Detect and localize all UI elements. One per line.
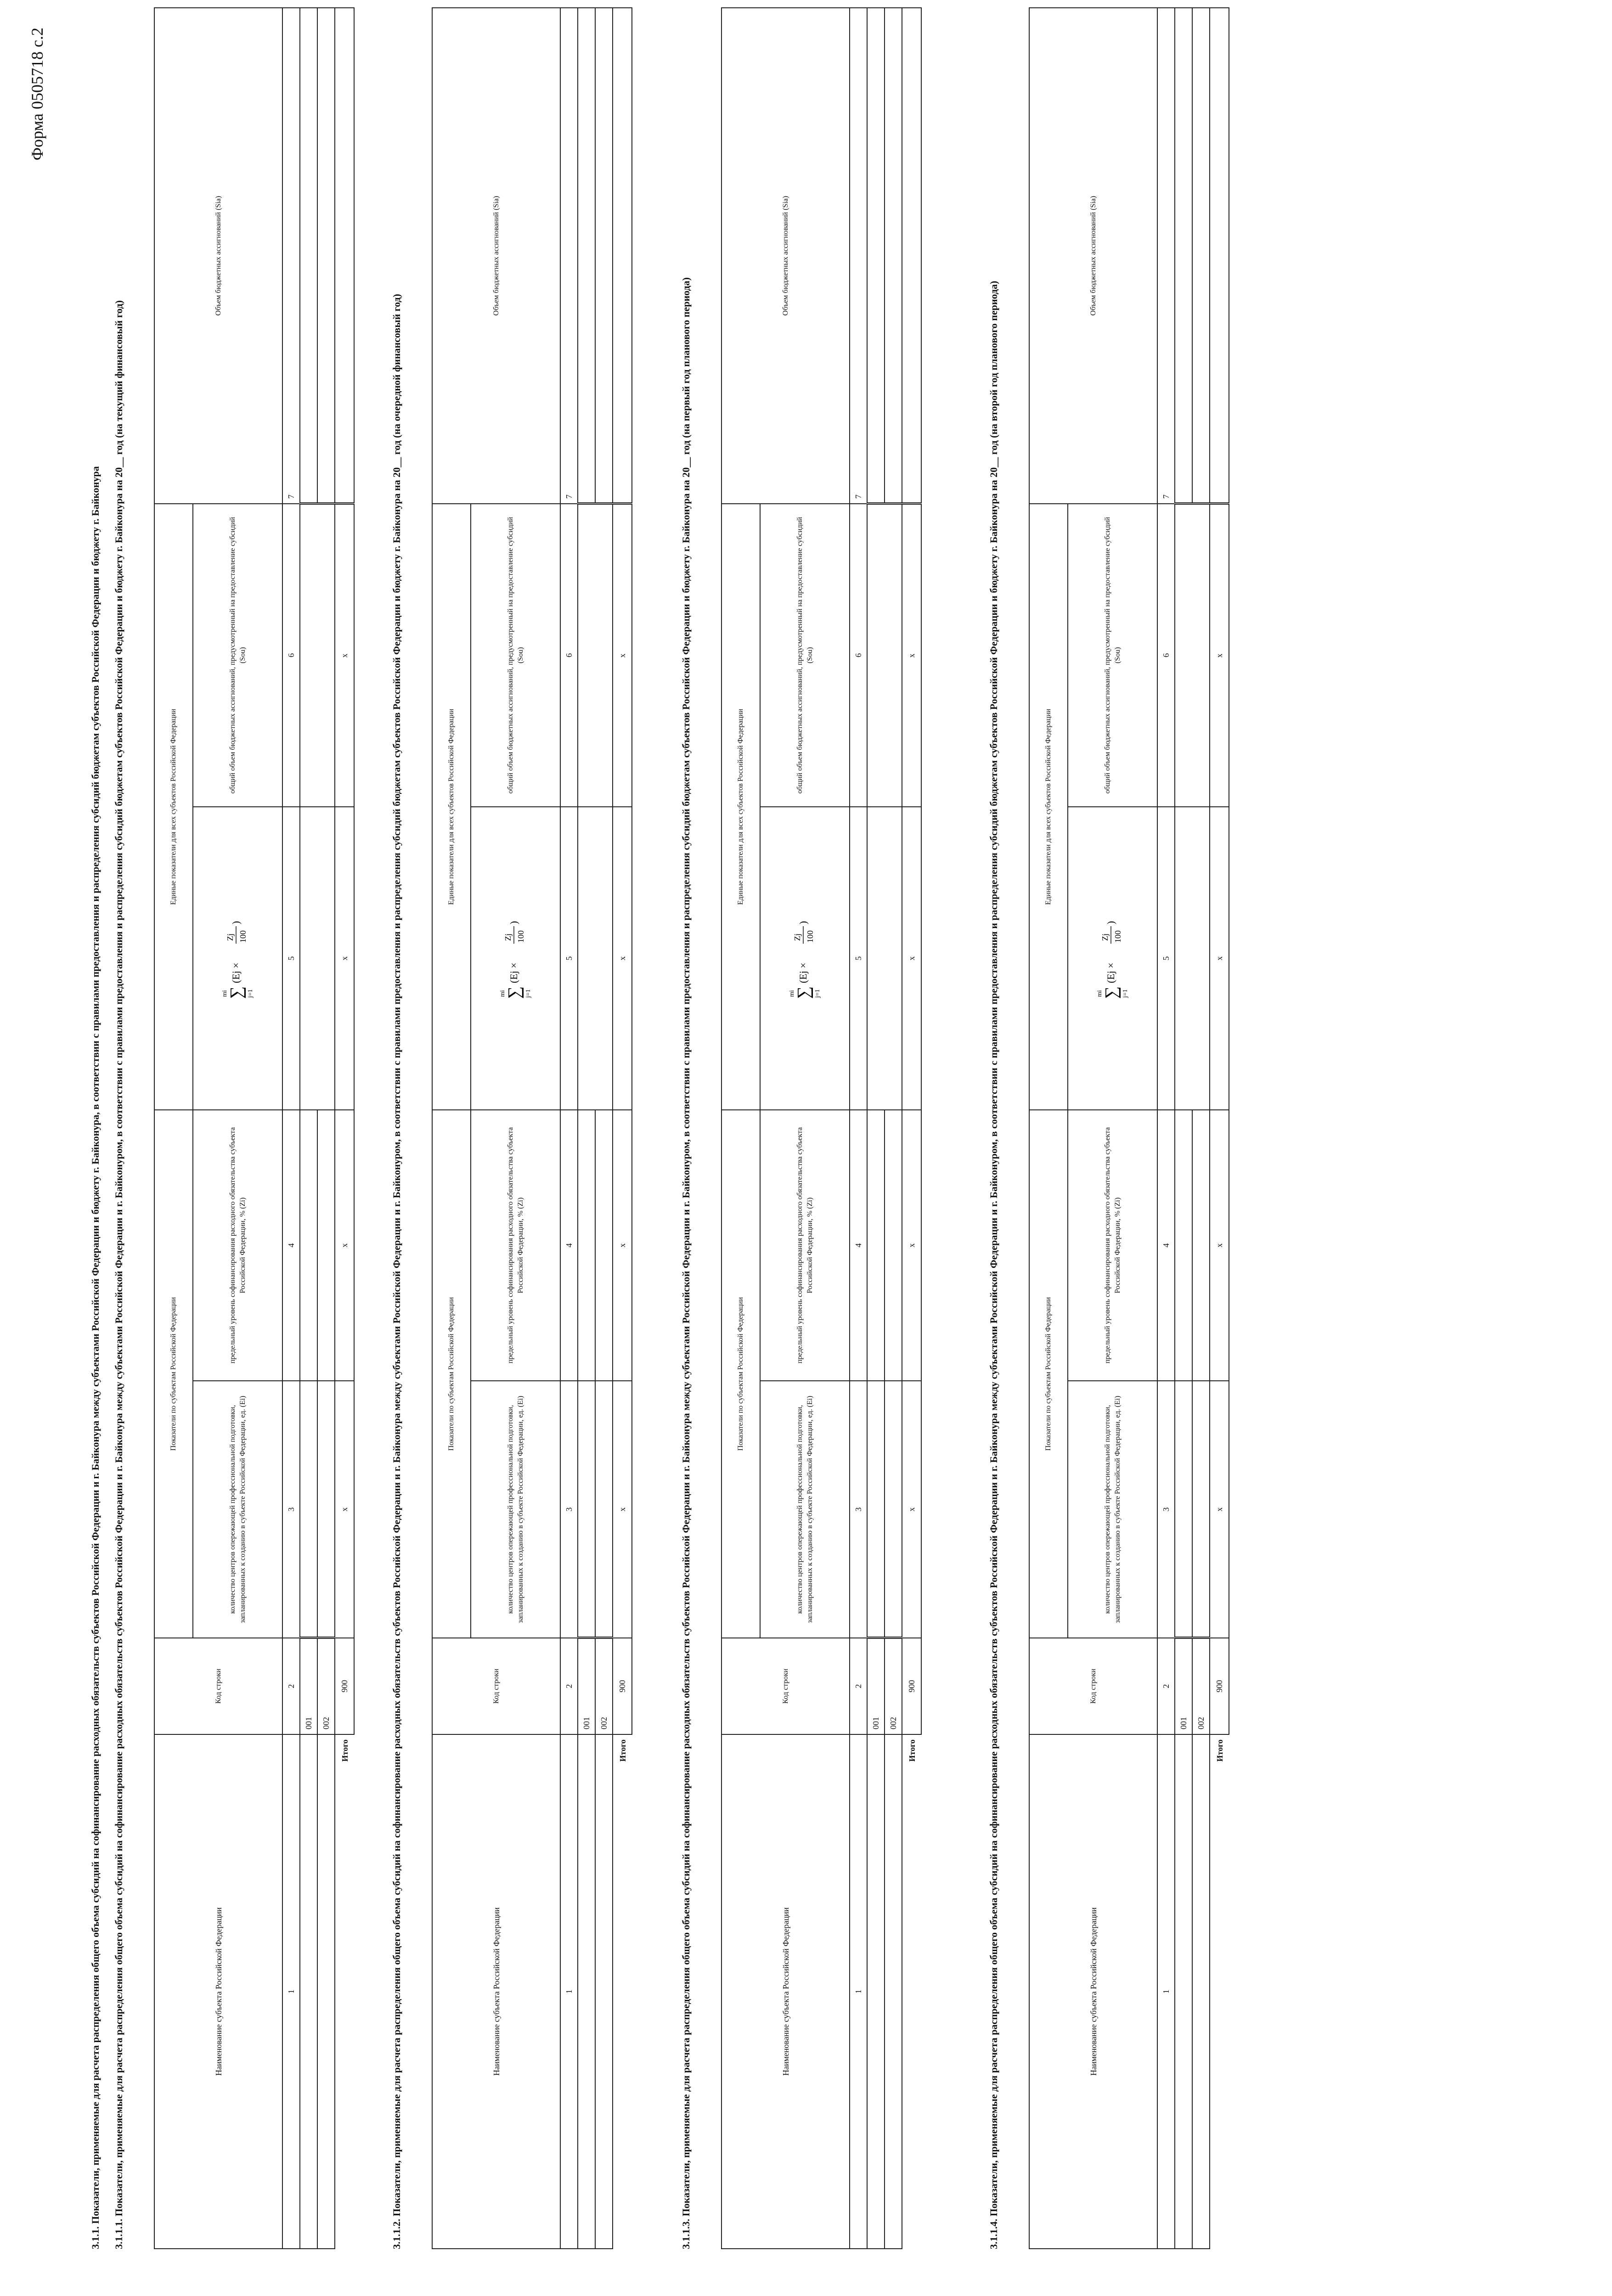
cell-row-code: 001 <box>867 1638 885 1734</box>
total-c5: x <box>335 807 354 1110</box>
cell-centers-count[interactable] <box>578 1381 595 1638</box>
total-code: 900 <box>902 1638 921 1734</box>
cell-subject-name[interactable] <box>595 1734 613 2249</box>
cell-row-code: 001 <box>1175 1638 1192 1734</box>
header-centers-count: количество центров опережающей профессиональной подготовки, запланированных к созданию в субъекте Российской Федерации, ед. (Ei) <box>471 1381 560 1638</box>
total-c4: x <box>1210 1110 1229 1381</box>
col-num-5: 5 <box>850 807 867 1110</box>
header-budget-volume: Объем бюджетных ассигнований (Sia) <box>154 8 282 504</box>
formula <box>218 917 257 1000</box>
cell-cofinancing-level[interactable] <box>578 1110 595 1381</box>
cell-budget-volume[interactable] <box>300 8 317 504</box>
header-group-common: Единые показатели для всех субъектов Российской Федерации <box>1029 504 1068 1110</box>
cell-centers-count[interactable] <box>1175 1381 1192 1638</box>
cell-row-code: 002 <box>595 1638 613 1734</box>
header-formula <box>1068 807 1157 1110</box>
formula-upper: mi <box>499 990 506 997</box>
header-group-subject: Показатели по субъектам Российской Федерации <box>1029 1110 1068 1638</box>
cell-total-volume <box>1175 504 1210 807</box>
header-cofinancing-level: предельный уровень софинансирования расходного обязательства субъекта Российской Федерации, % (Zi) <box>193 1110 282 1381</box>
cell-total-volume <box>867 504 902 807</box>
header-group-subject: Показатели по субъектам Российской Федерации <box>721 1110 760 1638</box>
total-code: 900 <box>335 1638 354 1734</box>
header-subject-name: Наименование субъекта Российской Федерации <box>432 1734 560 2249</box>
cell-cofinancing-level[interactable] <box>867 1110 885 1381</box>
formula-close: ) <box>1105 921 1116 924</box>
formula-num: Zj <box>1100 934 1110 941</box>
cell-budget-volume[interactable] <box>1175 8 1192 504</box>
cell-cofinancing-level[interactable] <box>300 1110 317 1381</box>
cell-centers-count[interactable] <box>885 1381 902 1638</box>
total-label: Итого <box>335 1734 354 2249</box>
total-c4: x <box>902 1110 921 1381</box>
col-num-1: 1 <box>850 1734 867 2249</box>
col-num-7: 7 <box>282 8 300 504</box>
total-budget-volume[interactable] <box>335 8 354 504</box>
header-total-volume: общий объем бюджетных ассигнований, предусмотренный на предоставление субсидий (Sou) <box>193 504 282 807</box>
header-centers-count: количество центров опережающей профессиональной подготовки, запланированных к созданию в субъекте Российской Федерации, ед. (Ei) <box>193 1381 282 1638</box>
col-num-7: 7 <box>850 8 867 504</box>
formula-lower: j=1 <box>525 989 532 998</box>
formula-sum: ∑ <box>1102 986 1121 999</box>
col-num-4: 4 <box>850 1110 867 1381</box>
cell-budget-volume[interactable] <box>578 8 595 504</box>
total-c4: x <box>613 1110 632 1381</box>
total-c6: x <box>902 504 921 807</box>
cell-budget-volume[interactable] <box>317 8 335 504</box>
header-budget-volume: Объем бюджетных ассигнований (Sia) <box>721 8 850 504</box>
cell-row-code: 001 <box>300 1638 317 1734</box>
formula-lower: j=1 <box>1122 989 1129 998</box>
cell-formula <box>1175 807 1210 1110</box>
col-num-3: 3 <box>282 1381 300 1638</box>
formula-body: (Ej × <box>230 962 242 983</box>
cell-total-volume <box>300 504 335 807</box>
formula-num: Zj <box>225 934 235 941</box>
header-row-code: Код строки <box>721 1638 850 1734</box>
col-num-1: 1 <box>1157 1734 1175 2249</box>
total-c3: x <box>1210 1381 1229 1638</box>
total-c5: x <box>902 807 921 1110</box>
cell-budget-volume[interactable] <box>1192 8 1210 504</box>
cell-budget-volume[interactable] <box>885 8 902 504</box>
indicator-table <box>721 7 922 2249</box>
cell-budget-volume[interactable] <box>595 8 613 504</box>
formula-num: Zj <box>503 934 513 941</box>
col-num-7: 7 <box>1157 8 1175 504</box>
col-num-1: 1 <box>282 1734 300 2249</box>
total-budget-volume[interactable] <box>613 8 632 504</box>
cell-centers-count[interactable] <box>595 1381 613 1638</box>
header-cofinancing-level: предельный уровень софинансирования расходного обязательства субъекта Российской Федерации, % (Zi) <box>1068 1110 1157 1381</box>
formula-body: (Ej × <box>1105 962 1116 983</box>
total-c3: x <box>613 1381 632 1638</box>
header-formula <box>471 807 560 1110</box>
cell-formula <box>300 807 335 1110</box>
cell-row-code: 002 <box>885 1638 902 1734</box>
col-num-3: 3 <box>1157 1381 1175 1638</box>
cell-cofinancing-level[interactable] <box>595 1110 613 1381</box>
cell-formula <box>578 807 613 1110</box>
formula-sum: ∑ <box>794 986 813 999</box>
cell-subject-name[interactable] <box>317 1734 335 2249</box>
cell-formula <box>867 807 902 1110</box>
section-title: 3.1.1.1. Показатели, применяемые для расчета распределения общего объема субсидий на софинансирование расходных обязательств субъектов Российской Федерации и г. Байконура между субъектами Российской Федерации и г. Байконуром, в соответствии с правилами предоставления и распределения субсидий бюджетам субъектов Российской Федерации и бюджету г. Байконура на 20__ год (на текущий финансовый год) <box>113 300 124 2249</box>
formula <box>496 917 535 1000</box>
header-centers-count: количество центров опережающей профессиональной подготовки, запланированных к созданию в субъекте Российской Федерации, ед. (Ei) <box>760 1381 850 1638</box>
formula-close: ) <box>797 921 809 924</box>
cell-cofinancing-level[interactable] <box>1192 1110 1210 1381</box>
formula-den: 100 <box>516 930 525 943</box>
indicator-table <box>1029 7 1229 2249</box>
cell-cofinancing-level[interactable] <box>885 1110 902 1381</box>
formula-body: (Ej × <box>508 962 519 983</box>
total-code: 900 <box>613 1638 632 1734</box>
total-label: Итого <box>1210 1734 1229 2249</box>
formula-den: 100 <box>1113 930 1122 943</box>
formula-den: 100 <box>238 930 248 943</box>
cell-centers-count[interactable] <box>317 1381 335 1638</box>
cell-subject-name[interactable] <box>1175 1734 1192 2249</box>
formula <box>785 917 824 1000</box>
col-num-5: 5 <box>560 807 578 1110</box>
header-total-volume: общий объем бюджетных ассигнований, предусмотренный на предоставление субсидий (Sou) <box>471 504 560 807</box>
cell-subject-name[interactable] <box>300 1734 317 2249</box>
indicator-table <box>154 7 355 2249</box>
header-group-common: Единые показатели для всех субъектов Российской Федерации <box>721 504 760 1110</box>
header-budget-volume: Объем бюджетных ассигнований (Sia) <box>432 8 560 504</box>
formula-close: ) <box>508 921 519 924</box>
header-subject-name: Наименование субъекта Российской Федерации <box>1029 1734 1157 2249</box>
col-num-5: 5 <box>282 807 300 1110</box>
col-num-2: 2 <box>850 1638 867 1734</box>
form-code: Форма 0505718 с.2 <box>28 28 46 161</box>
header-row-code: Код строки <box>432 1638 560 1734</box>
col-num-3: 3 <box>850 1381 867 1638</box>
formula <box>1093 917 1132 1000</box>
formula-num: Zj <box>793 934 802 941</box>
cell-subject-name[interactable] <box>867 1734 885 2249</box>
header-total-volume: общий объем бюджетных ассигнований, предусмотренный на предоставление субсидий (Sou) <box>760 504 850 807</box>
cell-cofinancing-level[interactable] <box>317 1110 335 1381</box>
formula-lower: j=1 <box>814 989 821 998</box>
total-c6: x <box>335 504 354 807</box>
cell-subject-name[interactable] <box>1192 1734 1210 2249</box>
header-group-subject: Показатели по субъектам Российской Федерации <box>154 1110 193 1638</box>
header-group-common: Единые показатели для всех субъектов Российской Федерации <box>154 504 193 1110</box>
col-num-3: 3 <box>560 1381 578 1638</box>
header-total-volume: общий объем бюджетных ассигнований, предусмотренный на предоставление субсидий (Sou) <box>1068 504 1157 807</box>
col-num-6: 6 <box>560 504 578 807</box>
main-title: 3.1.1. Показатели, применяемые для расчета распределения общего объема субсидий на софинансирование расходных обязательств субъектов Российской Федерации и г. Байконура между субъектами Российской Федерации и бюджету г. Байконура, в соответствии с правилами предоставления и распределения субсидий бюджетам субъектов Российской Федерации и бюджету г. Байконура <box>90 466 101 2249</box>
section-title: 3.1.1.4. Показатели, применяемые для расчета распределения общего объема субсидий на софинансирование расходных обязательств субъектов Российской Федерации и г. Байконура между субъектами Российской Федерации и г. Байконуром, в соответствии с правилами предоставления и распределения субсидий бюджетам субъектов Российской Федерации и бюджету г. Байконура на 20__ год (на второй год планового периода) <box>988 281 999 2249</box>
header-budget-volume: Объем бюджетных ассигнований (Sia) <box>1029 8 1157 504</box>
cell-subject-name[interactable] <box>885 1734 902 2249</box>
section-title: 3.1.1.3. Показатели, применяемые для расчета распределения общего объема субсидий на софинансирование расходных обязательств субъектов Российской Федерации и г. Байконура между субъектами Российской Федерации и г. Байконуром, в соответствии с правилами предоставления и распределения субсидий бюджетам субъектов Российской Федерации и бюджету г. Байконура на 20__ год (на первый год планового периода) <box>680 277 692 2249</box>
formula-upper: mi <box>1096 990 1103 997</box>
cell-row-code: 002 <box>1192 1638 1210 1734</box>
cell-centers-count[interactable] <box>300 1381 317 1638</box>
cell-centers-count[interactable] <box>1192 1381 1210 1638</box>
formula-sum: ∑ <box>227 986 246 999</box>
col-num-4: 4 <box>1157 1110 1175 1381</box>
cell-cofinancing-level[interactable] <box>1175 1110 1192 1381</box>
formula-upper: mi <box>221 990 228 997</box>
header-cofinancing-level: предельный уровень софинансирования расходного обязательства субъекта Российской Федерации, % (Zi) <box>760 1110 850 1381</box>
col-num-6: 6 <box>850 504 867 807</box>
header-group-subject: Показатели по субъектам Российской Федерации <box>432 1110 471 1638</box>
formula-lower: j=1 <box>247 989 254 998</box>
total-budget-volume[interactable] <box>902 8 921 504</box>
formula-den: 100 <box>806 930 815 943</box>
header-group-common: Единые показатели для всех субъектов Российской Федерации <box>432 504 471 1110</box>
cell-row-code: 001 <box>578 1638 595 1734</box>
col-num-2: 2 <box>1157 1638 1175 1734</box>
col-num-1: 1 <box>560 1734 578 2249</box>
col-num-5: 5 <box>1157 807 1175 1110</box>
header-subject-name: Наименование субъекта Российской Федерации <box>721 1734 850 2249</box>
header-row-code: Код строки <box>1029 1638 1157 1734</box>
total-c4: x <box>335 1110 354 1381</box>
total-c5: x <box>613 807 632 1110</box>
formula-close: ) <box>230 921 242 924</box>
col-num-2: 2 <box>282 1638 300 1734</box>
total-label: Итого <box>902 1734 921 2249</box>
col-num-7: 7 <box>560 8 578 504</box>
header-cofinancing-level: предельный уровень софинансирования расходного обязательства субъекта Российской Федерации, % (Zi) <box>471 1110 560 1381</box>
indicator-table <box>432 7 632 2249</box>
col-num-6: 6 <box>282 504 300 807</box>
total-budget-volume[interactable] <box>1210 8 1229 504</box>
cell-row-code: 002 <box>317 1638 335 1734</box>
formula-body: (Ej × <box>797 962 809 983</box>
cell-subject-name[interactable] <box>578 1734 595 2249</box>
formula-upper: mi <box>789 990 795 997</box>
header-centers-count: количество центров опережающей профессиональной подготовки, запланированных к созданию в субъекте Российской Федерации, ед. (Ei) <box>1068 1381 1157 1638</box>
total-label: Итого <box>613 1734 632 2249</box>
formula-sum: ∑ <box>505 986 524 999</box>
total-c6: x <box>613 504 632 807</box>
total-code: 900 <box>1210 1638 1229 1734</box>
col-num-6: 6 <box>1157 504 1175 807</box>
header-formula <box>760 807 850 1110</box>
header-row-code: Код строки <box>154 1638 282 1734</box>
header-formula <box>193 807 282 1110</box>
total-c6: x <box>1210 504 1229 807</box>
total-c5: x <box>1210 807 1229 1110</box>
section-title: 3.1.1.2. Показатели, применяемые для расчета распределения общего объема субсидий на софинансирование расходных обязательств субъектов Российской Федерации и г. Байконура между субъектами Российской Федерации и г. Байконуром, в соответствии с правилами предоставления и распределения субсидий бюджетам субъектов Российской Федерации и бюджету г. Байконура на 20__ год (на очередной финансовый год) <box>391 293 402 2249</box>
col-num-4: 4 <box>282 1110 300 1381</box>
total-c3: x <box>902 1381 921 1638</box>
cell-budget-volume[interactable] <box>867 8 885 504</box>
col-num-2: 2 <box>560 1638 578 1734</box>
col-num-4: 4 <box>560 1110 578 1381</box>
cell-total-volume <box>578 504 613 807</box>
cell-centers-count[interactable] <box>867 1381 885 1638</box>
total-c3: x <box>335 1381 354 1638</box>
header-subject-name: Наименование субъекта Российской Федерации <box>154 1734 282 2249</box>
